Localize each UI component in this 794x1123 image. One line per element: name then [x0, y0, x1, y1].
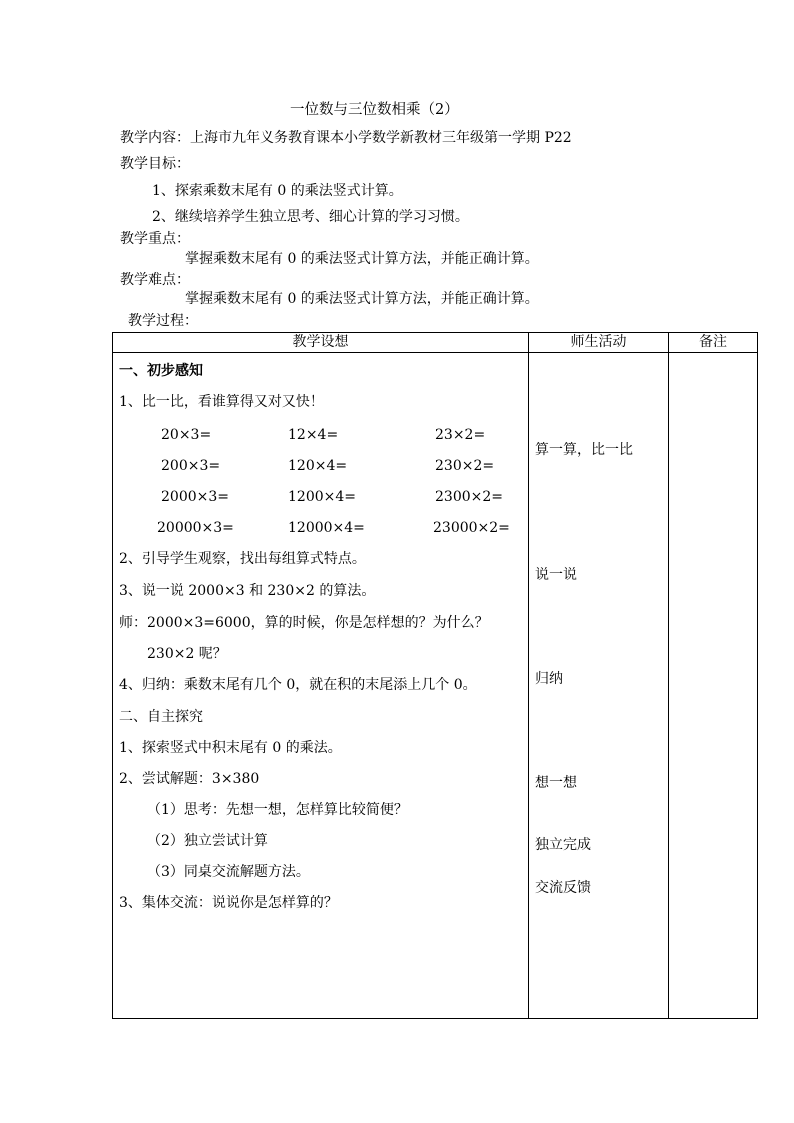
- process-label: 教学过程：: [128, 313, 198, 329]
- activities-cell: [529, 353, 669, 1019]
- equation: 1200×4=: [288, 489, 356, 505]
- teacher-question: 230×2 呢？: [147, 646, 227, 662]
- page-title: 一位数与三位数相乘（2）: [290, 102, 459, 118]
- sub-item: （3）同桌交流解题方法。: [147, 864, 310, 880]
- teaching-content: 教学内容：上海市九年义务教育课本小学数学新教材三年级第一学期 P22: [120, 130, 572, 146]
- activity-label: 说一说: [535, 567, 577, 583]
- list-item: 2、尝试解题：3×380: [119, 771, 260, 787]
- equation: 2300×2=: [435, 489, 503, 505]
- equation: 2000×3=: [161, 489, 229, 505]
- equation: 230×2=: [435, 458, 495, 474]
- goal-item: 2、继续培养学生独立思考、细心计算的学习习惯。: [152, 209, 469, 225]
- section-heading: 一、初步感知: [119, 363, 203, 379]
- key-point-label: 教学重点：: [120, 231, 190, 247]
- lesson-plan-table: [112, 332, 758, 1019]
- activity-label: 想一想: [535, 775, 577, 791]
- equation: 20000×3=: [157, 520, 234, 536]
- equation: 12000×4=: [288, 520, 365, 536]
- goal-label: 教学目标：: [120, 156, 190, 172]
- list-item: 2、引导学生观察，找出每组算式特点。: [119, 551, 366, 567]
- goal-item: 1、探索乘数末尾有 0 的乘法竖式计算。: [152, 183, 403, 199]
- teacher-question: 师：2000×3=6000，算的时候，你是怎样想的？为什么？: [119, 615, 489, 631]
- sub-item: （2）独立尝试计算: [147, 833, 268, 849]
- equation: 23×2=: [435, 427, 486, 443]
- activity-label: 独立完成: [535, 837, 591, 853]
- table-body-row: [113, 353, 758, 1019]
- equation: 23000×2=: [433, 520, 510, 536]
- header-activities: 师生活动: [529, 333, 669, 353]
- header-notes: 备注: [669, 333, 758, 353]
- activity-label: 算一算，比一比: [535, 442, 633, 458]
- activity-label: 归纳: [535, 671, 563, 687]
- difficulty-text: 掌握乘数末尾有 0 的乘法竖式计算方法，并能正确计算。: [185, 291, 539, 307]
- list-item: 3、集体交流：说说你是怎样算的？: [119, 895, 338, 911]
- equation: 200×3=: [161, 458, 221, 474]
- header-design: 教学设想: [113, 333, 529, 353]
- notes-cell: [669, 353, 758, 1019]
- table-header-row: [113, 333, 758, 353]
- section-heading: 二、自主探究: [119, 709, 203, 725]
- equation: 20×3=: [161, 427, 212, 443]
- difficulty-label: 教学难点：: [120, 272, 190, 288]
- equation: 120×4=: [288, 458, 348, 474]
- notes-content: [669, 353, 757, 1018]
- list-item: 1、比一比，看谁算得又对又快！: [119, 394, 324, 410]
- list-item: 4、归纳：乘数末尾有几个 0，就在积的末尾添上几个 0。: [119, 677, 477, 693]
- sub-item: （1）思考：先想一想，怎样算比较简便？: [147, 802, 408, 818]
- list-item: 3、说一说 2000×3 和 230×2 的算法。: [119, 583, 376, 599]
- activity-label: 交流反馈: [535, 880, 591, 896]
- list-item: 1、探索竖式中积末尾有 0 的乘法。: [119, 740, 342, 756]
- key-point-text: 掌握乘数末尾有 0 的乘法竖式计算方法，并能正确计算。: [185, 251, 539, 267]
- equation: 12×4=: [288, 427, 339, 443]
- design-cell: [113, 353, 529, 1019]
